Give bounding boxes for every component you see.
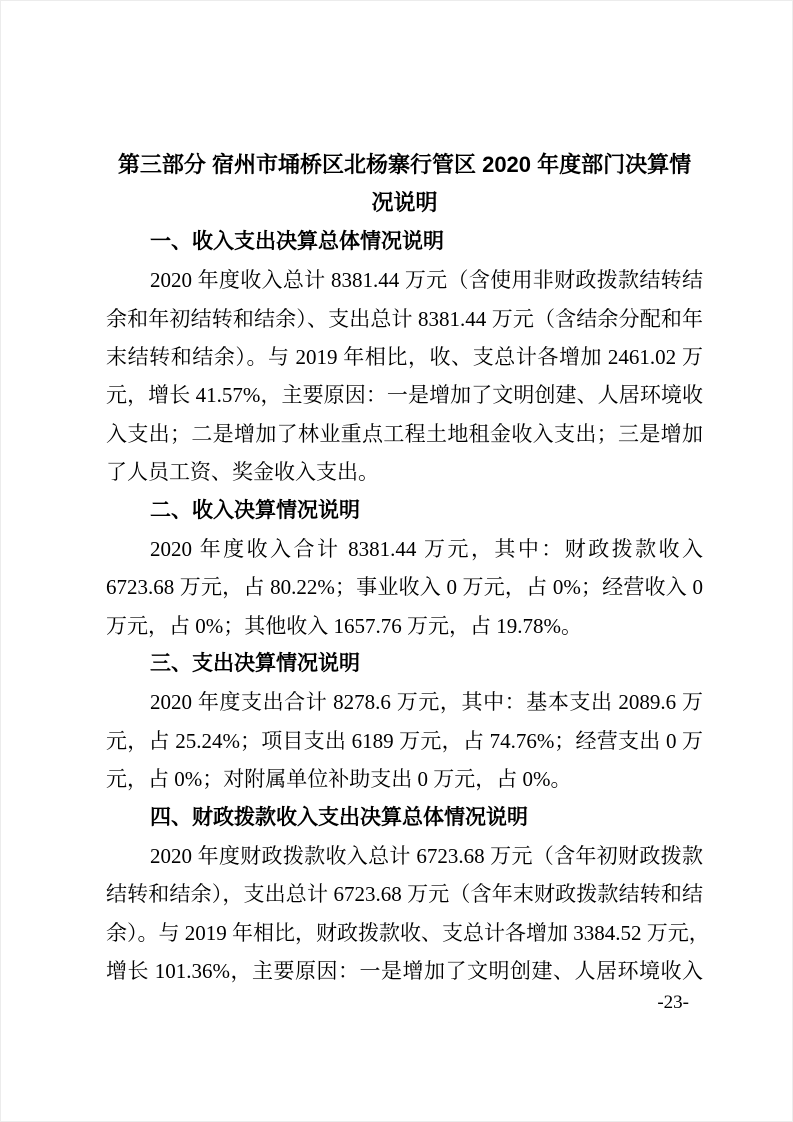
paragraph-line: 入支出；二是增加了林业重点工程土地租金收入支出；三是增加 [106,421,703,446]
paragraph-line: 元，增长 41.57%，主要原因：一是增加了文明创建、人居环境收 [106,383,703,408]
paragraph-line: 2020 年度收入合计 8381.44 万元，其中：财政拨款收入 [150,536,703,561]
paragraph-line: 余和年初结转和结余）、支出总计 8381.44 万元（含结余分配和年 [106,306,703,331]
paragraph-line: 增长 101.36%，主要原因：一是增加了文明创建、人居环境收入 [106,959,703,984]
section-4-heading: 四、财政拨款收入支出决算总体情况说明 [150,805,528,829]
document-title-line-1: 第三部分 宿州市埇桥区北杨寨行管区 2020 年度部门决算情 [117,152,692,177]
paragraph-line: 余）。与 2019 年相比，财政拨款收、支总计各增加 3384.52 万元， [106,920,710,945]
paragraph-line: 2020 年度财政拨款收入总计 6723.68 万元（含年初财政拨款 [150,844,703,869]
section-2-heading: 二、收入决算情况说明 [150,498,360,522]
paragraph-line: 6723.68 万元，占 80.22%；事业收入 0 万元，占 0%；经营收入 0 [106,575,703,600]
page-number: -23- [657,992,689,1013]
paragraph-line: 元，占 0%；对附属单位补助支出 0 万元，占 0%。 [106,767,572,792]
paragraph-line: 了人员工资、奖金收入支出。 [106,460,379,485]
paragraph-line: 结转和结余），支出总计 6723.68 万元（含年末财政拨款结转和结 [106,882,703,907]
paragraph-line: 末结转和结余）。与 2019 年相比，收、支总计各增加 2461.02 万 [106,344,703,369]
document-title-line-2: 况说明 [371,190,438,216]
paragraph-line: 万元，占 0%；其他收入 1657.76 万元，占 19.78%。 [106,613,582,638]
paragraph-line: 2020 年度支出合计 8278.6 万元，其中：基本支出 2089.6 万 [150,690,703,715]
document-body [106,146,710,991]
paragraph-line: 2020 年度收入总计 8381.44 万元（含使用非财政拨款结转结 [150,268,703,293]
section-3-heading: 三、支出决算情况说明 [150,652,360,676]
section-1-heading: 一、收入支出决算总体情况说明 [150,229,444,253]
paragraph-line: 元，占 25.24%；项目支出 6189 万元，占 74.76%；经营支出 0 万 [106,728,703,753]
